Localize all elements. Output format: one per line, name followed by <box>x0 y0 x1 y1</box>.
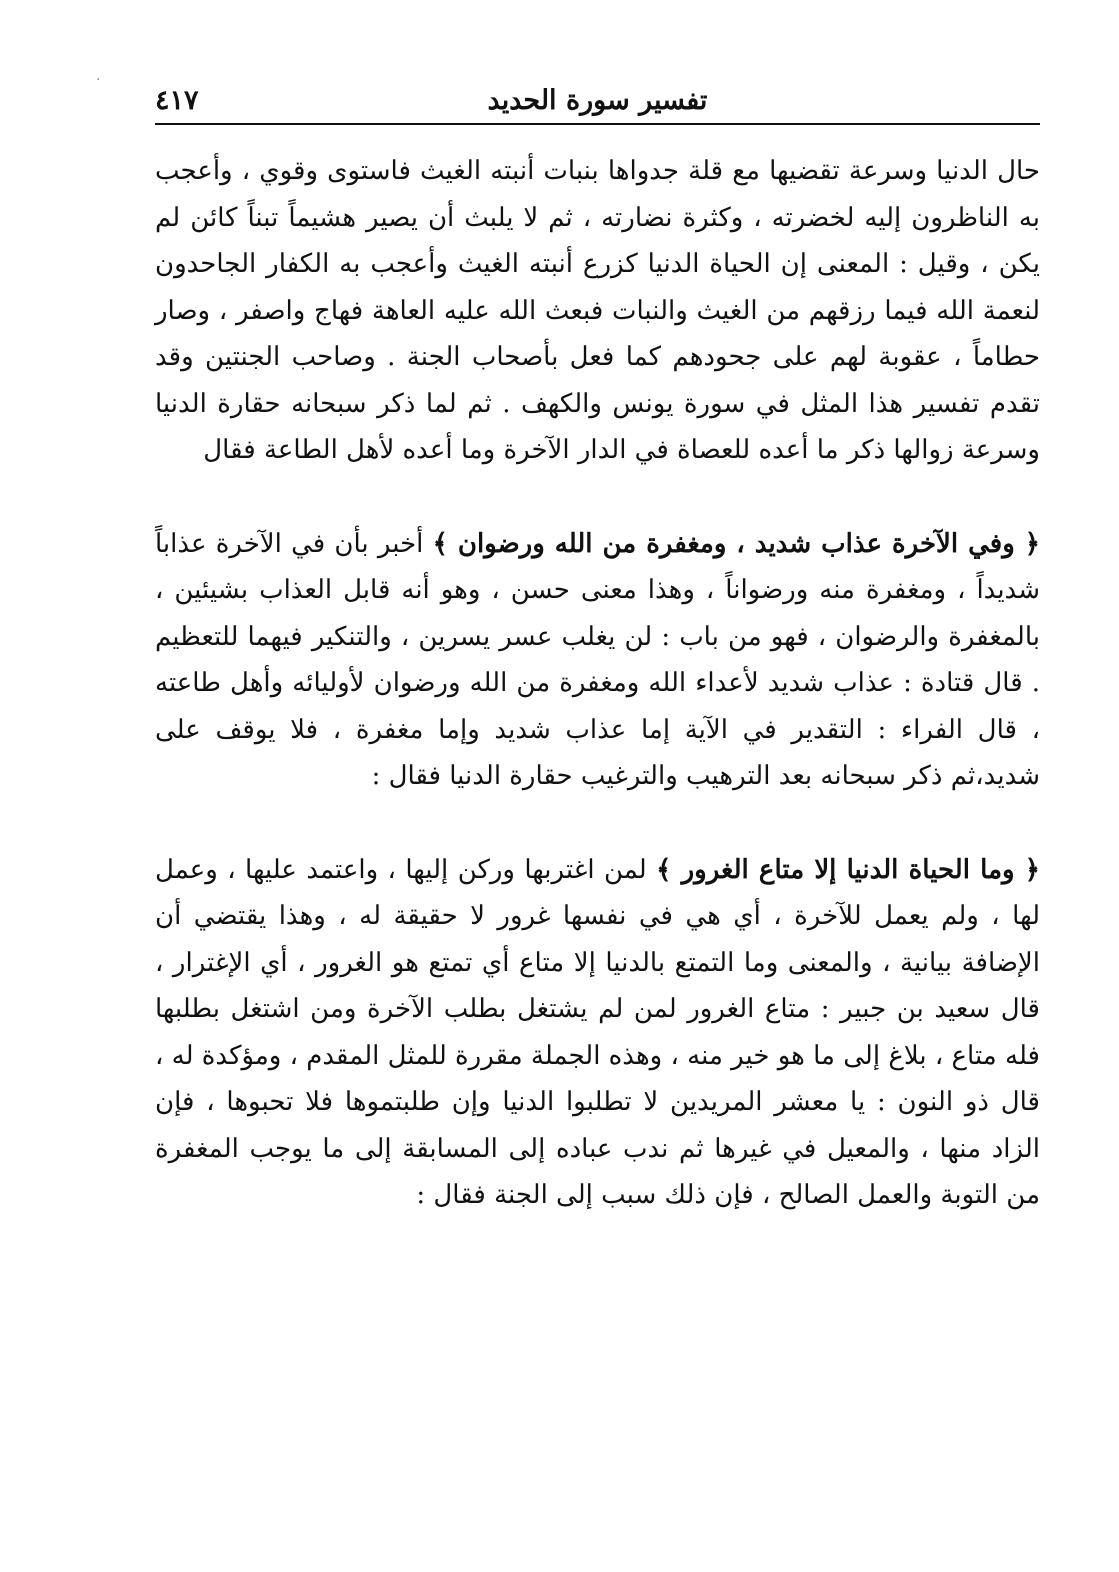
paragraph-2 <box>155 521 1040 800</box>
running-title: تفسير سورة الحديد <box>487 85 708 116</box>
paragraph-text: أخبر بأن في الآخرة عذاباً شديداً ، ومغفرة منه ورضواناً ، وهذا معنى حسن ، وهو أنه قابل العذاب بشيئين ، بالمغفرة والرضوان ، فهو من باب : لن يغلب عسر يسرين ، والتنكير فيهما للتعظيم . قال قتادة : عذاب شديد لأعداء الله ومغفرة من الله ورضوان لأوليائه وأهل طاعته ، قال الفراء : التقدير في الآية إما عذاب شديد وإما مغفرة ، فلا يوقف على شديد،ثم ذكر سبحانه بعد الترهيب والترغيب حقارة الدنيا فقال : <box>155 528 1040 791</box>
paragraph-text: لمن اغتربها وركن إليها ، واعتمد عليها ، وعمل لها ، ولم يعمل للآخرة ، أي هي في نفسها غرور لا حقيقة له ، وهذا يقتضي أن الإضافة بيانية ، والمعنى وما التمتع بالدنيا إلا متاع أي تمتع هو الغرور ، أي الإغترار ، قال سعيد بن جبير : متاع الغرور لمن لم يشتغل بطلب الآخرة ومن اشتغل بطلبها فله متاع ، بلاغ إلى ما هو خير منه ، وهذه الجملة مقررة للمثل المقدم ، ومؤكدة له ، قال ذو النون : يا معشر المريدين لا تطلبوا الدنيا وإن طلبتموها فلا تحبوها ، فإن الزاد منها ، والمعيل في غيرها ثم ندب عباده إلى المسابقة إلى ما يوجب المغفرة من التوبة والعمل الصالح ، فإن ذلك سبب إلى الجنة فقال : <box>155 854 1040 1210</box>
paragraph-3 <box>155 847 1040 1219</box>
quran-verse-quote: ﴿ وما الحياة الدنيا إلا متاع الغرور ﴾ <box>656 854 1040 885</box>
quran-verse-quote: ﴿ وفي الآخرة عذاب شديد ، ومغفرة من الله ورضوان ﴾ <box>432 528 1041 559</box>
paragraph-1 <box>155 148 1040 474</box>
page-number: ٤١٧ <box>155 85 199 116</box>
header-rule <box>155 123 1040 125</box>
scan-speck: · <box>96 72 101 88</box>
page-header <box>155 76 1040 126</box>
paragraph-text: حال الدنيا وسرعة تقضيها مع قلة جدواها بنبات أنبته الغيث فاستوى وقوي ، وأعجب به الناظرون إليه لخضرته ، وكثرة نضارته ، ثم لا يلبث أن يصير هشيماً تبناً كائن لم يكن ، وقيل : المعنى إن الحياة الدنيا كزرع أنبته الغيث وأعجب به الكفار الجاحدون لنعمة الله فيما رزقهم من الغيث والنبات فبعث الله عليه العاهة فهاج واصفر ، وصار حطاماً ، عقوبة لهم على جحودهم كما فعل بأصحاب الجنة . وصاحب الجنتين وقد تقدم تفسير هذا المثل في سورة يونس والكهف . ثم لما ذكر سبحانه حقارة الدنيا وسرعة زوالها ذكر ما أعده للعصاة في الدار الآخرة وما أعده لأهل الطاعة فقال <box>155 156 1040 465</box>
body-text <box>155 148 1040 1219</box>
